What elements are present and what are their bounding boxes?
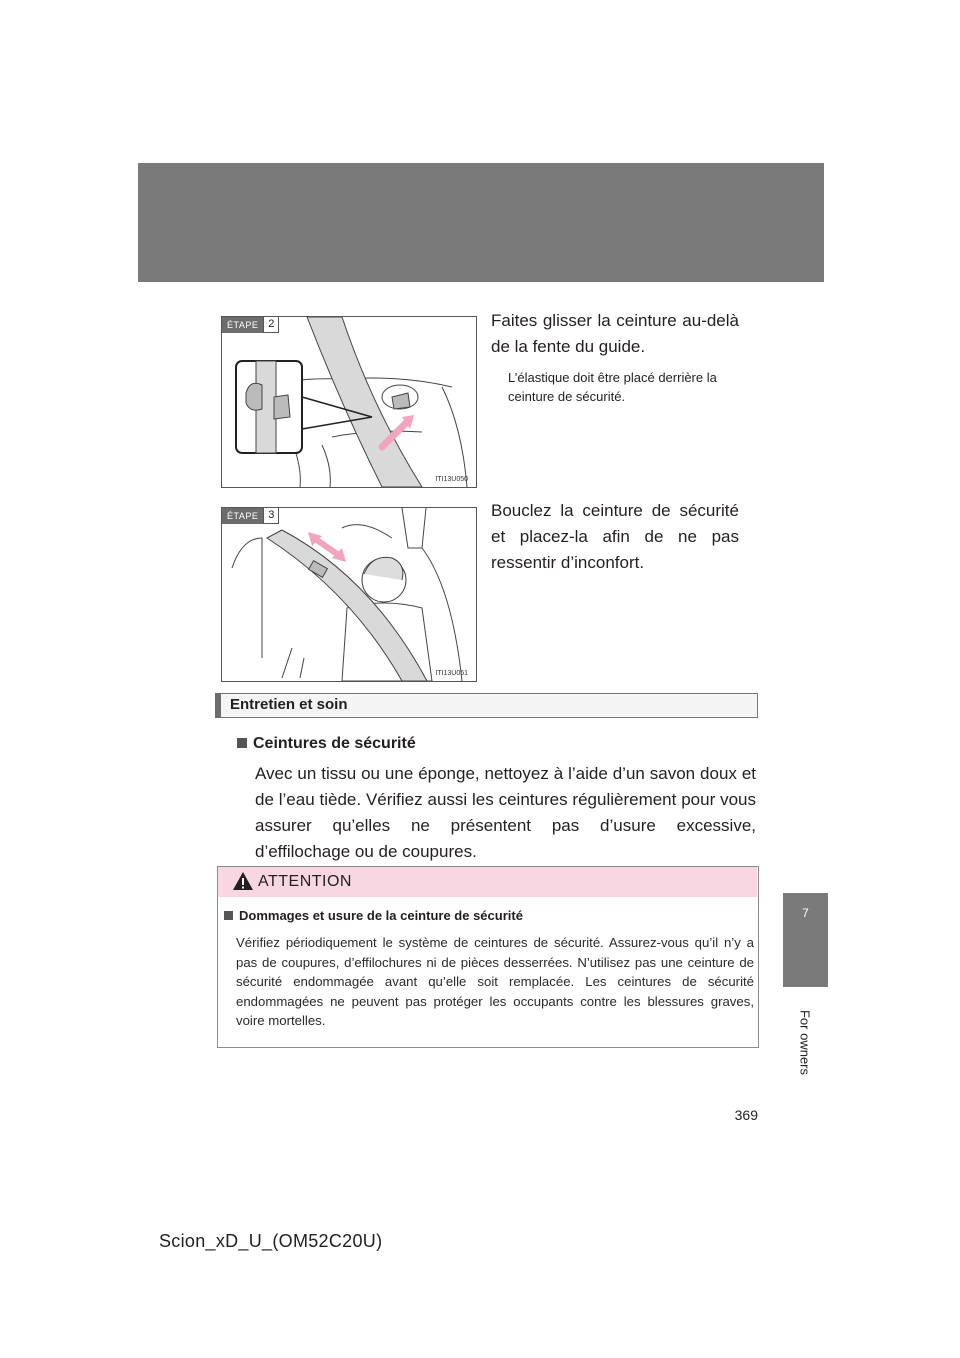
page-number: 369	[734, 1107, 758, 1123]
step2-figure	[221, 316, 477, 488]
caution-subheading-text: Dommages et usure de la ceinture de sécurité	[239, 908, 523, 923]
maintenance-paragraph: Avec un tissu ou une éponge, nettoyez à l’aide d’un savon doux et de l’eau tiède. Vérifiez aussi les ceintures régulièrement pour vous assurer qu’elles ne présentent pas d’usure excessive, d’effilochage ou de coupures.	[255, 764, 756, 861]
square-bullet-icon	[237, 738, 247, 748]
chapter-number: 7	[802, 906, 809, 920]
header-band	[138, 163, 824, 282]
step2-figure-code: ITI13U050	[435, 476, 468, 483]
section-title: Entretien et soin	[230, 696, 348, 713]
step2-badge-word: ÉTAPE	[222, 317, 263, 333]
step3-figure-code: ITI13U051	[435, 670, 468, 677]
caution-title: ATTENTION	[258, 873, 352, 890]
seat-belt-guide-illustration	[222, 317, 476, 487]
caution-paragraph: Vérifiez périodiquement le système de ceintures de sécurité. Assurez-vous qu’il n’y a pas de coupures, d’effilochures ni de pièces desserrées. N’utilisez pas une ceinture de sécurité endommagée avant qu’elle soit remplacée. Les ceintures de sécurité endommagées ne peuvent pas protéger les occupants contre les blessures graves, voire mortelles.	[236, 935, 754, 1029]
square-bullet-icon	[224, 911, 233, 920]
step2-instruction: Faites glisser la ceinture au-delà de la fente du guide.	[491, 311, 739, 356]
step3-figure	[221, 507, 477, 682]
step3-badge-word: ÉTAPE	[222, 508, 263, 524]
step2-badge-number: 2	[263, 317, 279, 333]
chapter-label: For owners	[797, 1009, 813, 1076]
step3-instruction: Bouclez la ceinture de sécurité et placez-la afin de ne pas ressentir d’inconfort.	[491, 501, 739, 572]
document-code: Scion_xD_U_(OM52C20U)	[159, 1231, 383, 1251]
step2-note: L’élastique doit être placé derrière la ceinture de sécurité.	[508, 370, 717, 404]
caution-subheading	[224, 908, 523, 923]
subheading-seat-belts	[237, 735, 416, 753]
child-seat-belt-illustration	[222, 508, 476, 681]
section-header-marker	[215, 693, 221, 718]
warning-triangle-icon	[232, 871, 254, 891]
subheading-text: Ceintures de sécurité	[253, 735, 416, 752]
step3-badge-number: 3	[263, 508, 279, 524]
